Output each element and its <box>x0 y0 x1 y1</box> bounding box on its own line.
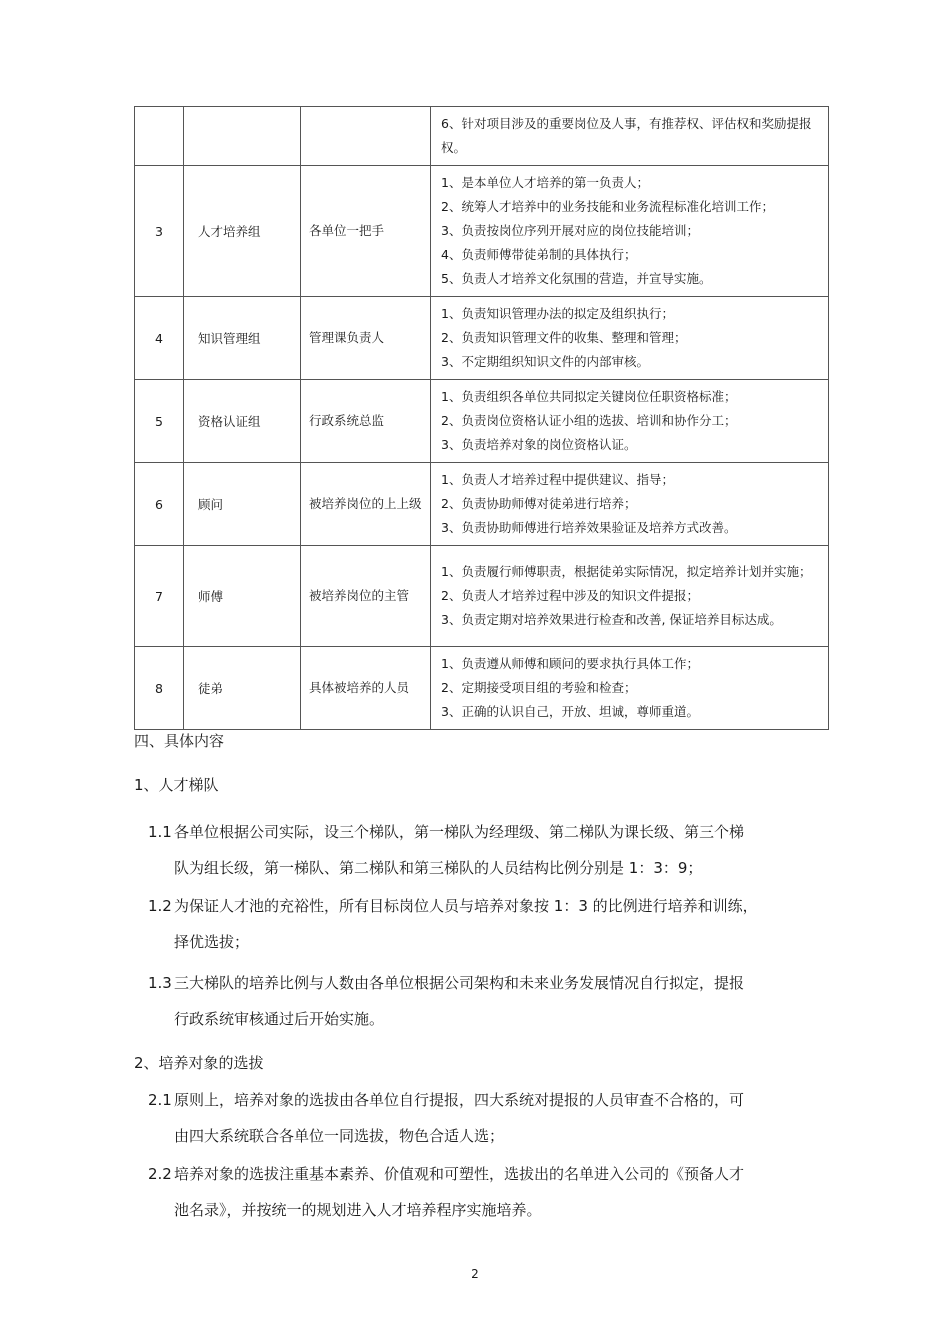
duty-line: 1、负责人才培养过程中提供建议、指导； <box>441 472 674 487</box>
item-number: 1.2 <box>148 897 172 915</box>
item-line <box>148 965 828 1001</box>
group-owner: 行政系统总监 <box>301 380 431 463</box>
item-number: 1.1 <box>148 823 172 841</box>
table-row <box>135 380 829 463</box>
group-name: 人才培养组 <box>184 166 301 297</box>
duties-cell <box>431 546 829 647</box>
duty-line: 3、负责培养对象的岗位资格认证。 <box>441 437 637 452</box>
duty-line: 3、负责协助师傅进行培养效果验证及培养方式改善。 <box>441 520 737 535</box>
duty-line: 2、定期接受项目组的考验和检查； <box>441 680 637 695</box>
table-row <box>135 166 829 297</box>
duty-line: 2、负责知识管理文件的收集、整理和管理； <box>441 330 687 345</box>
list-item <box>148 888 828 960</box>
duties-cell <box>431 166 829 297</box>
table-row <box>135 463 829 546</box>
item-text: 各单位根据公司实际，设三个梯队，第一梯队为经理级、第二梯队为课长级、第三个梯 <box>174 823 745 841</box>
item-text: 培养对象的选拔注重基本素养、价值观和可塑性，选拔出的名单进入公司的《预备人才 <box>174 1165 745 1183</box>
subsection-heading: 1、人才梯队 <box>134 776 219 794</box>
group-owner <box>301 107 431 166</box>
duty-line: 1、负责组织各单位共同拟定关键岗位任职资格标准； <box>441 389 737 404</box>
row-number <box>135 107 184 166</box>
table-row <box>135 297 829 380</box>
duty-line: 1、是本单位人才培养的第一负责人； <box>441 175 649 190</box>
item-text-continued: 由四大系统联合各单位一同选拔，物色合适人选； <box>174 1127 505 1145</box>
duty-line: 3、负责定期对培养效果进行检查和改善, 保证培养目标达成。 <box>441 612 782 627</box>
group-name: 徒弟 <box>184 647 301 730</box>
row-number: 6 <box>135 463 184 546</box>
item-line <box>148 1082 828 1118</box>
item-text-continued: 行政系统审核通过后开始实施。 <box>174 1010 385 1028</box>
duties-cell <box>431 463 829 546</box>
duties-cell <box>431 647 829 730</box>
group-owner: 被培养岗位的上上级 <box>301 463 431 546</box>
item-line <box>148 814 828 850</box>
duty-line: 1、负责知识管理办法的拟定及组织执行； <box>441 306 674 321</box>
group-owner: 具体被培养的人员 <box>301 647 431 730</box>
list-item <box>148 1156 828 1228</box>
row-number: 7 <box>135 546 184 647</box>
duty-line: 5、负责人才培养文化氛围的营造，并宣导实施。 <box>441 271 712 286</box>
item-text-continued: 队为组长级，第一梯队、第二梯队和第三梯队的人员结构比例分别是 1：3：9； <box>174 859 703 877</box>
item-line <box>148 888 828 924</box>
row-number: 5 <box>135 380 184 463</box>
duty-line: 2、负责协助师傅对徒弟进行培养； <box>441 496 637 511</box>
duty-line: 6、针对项目涉及的重要岗位及人事，有推荐权、评估权和奖励提报权。 <box>441 116 812 155</box>
list-item <box>148 1082 828 1154</box>
duty-line: 3、正确的认识自己，开放、坦诚，尊师重道。 <box>441 704 699 719</box>
duty-line: 1、负责履行师傅职责，根据徒弟实际情况，拟定培养计划并实施； <box>441 564 812 579</box>
row-number: 8 <box>135 647 184 730</box>
duty-line: 2、负责人才培养过程中涉及的知识文件提报； <box>441 588 699 603</box>
duties-cell <box>431 107 829 166</box>
duty-line: 2、统筹人才培养中的业务技能和业务流程标准化培训工作； <box>441 199 774 214</box>
duties-cell <box>431 380 829 463</box>
item-text: 为保证人才池的充裕性，所有目标岗位人员与培养对象按 1：3 的比例进行培养和训练， <box>174 897 758 915</box>
item-text: 三大梯队的培养比例与人数由各单位根据公司架构和未来业务发展情况自行拟定，提报 <box>174 974 745 992</box>
group-name: 顾问 <box>184 463 301 546</box>
list-item <box>148 814 828 886</box>
group-name: 师傅 <box>184 546 301 647</box>
item-line <box>148 1156 828 1192</box>
duty-line: 2、负责岗位资格认证小组的选拔、培训和协作分工； <box>441 413 737 428</box>
group-name <box>184 107 301 166</box>
group-owner: 各单位一把手 <box>301 166 431 297</box>
duty-line: 4、负责师傅带徒弟制的具体执行； <box>441 247 637 262</box>
item-number: 1.3 <box>148 974 172 992</box>
duty-line: 1、负责遵从师傅和顾问的要求执行具体工作； <box>441 656 699 671</box>
duty-line: 3、不定期组织知识文件的内部审核。 <box>441 354 649 369</box>
table-row <box>135 107 829 166</box>
duties-cell <box>431 297 829 380</box>
page-number: 2 <box>471 1267 479 1281</box>
responsibility-table <box>134 106 829 730</box>
table-row <box>135 647 829 730</box>
item-text-continued: 池名录》，并按统一的规划进入人才培养程序实施培养。 <box>174 1201 542 1219</box>
list-item <box>148 965 828 1037</box>
row-number: 3 <box>135 166 184 297</box>
subsection-heading: 2、培养对象的选拔 <box>134 1054 264 1072</box>
item-number: 2.1 <box>148 1091 172 1109</box>
group-name: 知识管理组 <box>184 297 301 380</box>
duty-line: 3、负责按岗位序列开展对应的岗位技能培训； <box>441 223 699 238</box>
item-text-continued: 择优选拔； <box>174 933 250 951</box>
item-text: 原则上，培养对象的选拔由各单位自行提报，四大系统对提报的人员审查不合格的，可 <box>174 1091 745 1109</box>
row-number: 4 <box>135 297 184 380</box>
section-heading: 四、具体内容 <box>134 732 225 750</box>
table-row <box>135 546 829 647</box>
group-owner: 管理课负责人 <box>301 297 431 380</box>
group-owner: 被培养岗位的主管 <box>301 546 431 647</box>
group-name: 资格认证组 <box>184 380 301 463</box>
item-number: 2.2 <box>148 1165 172 1183</box>
